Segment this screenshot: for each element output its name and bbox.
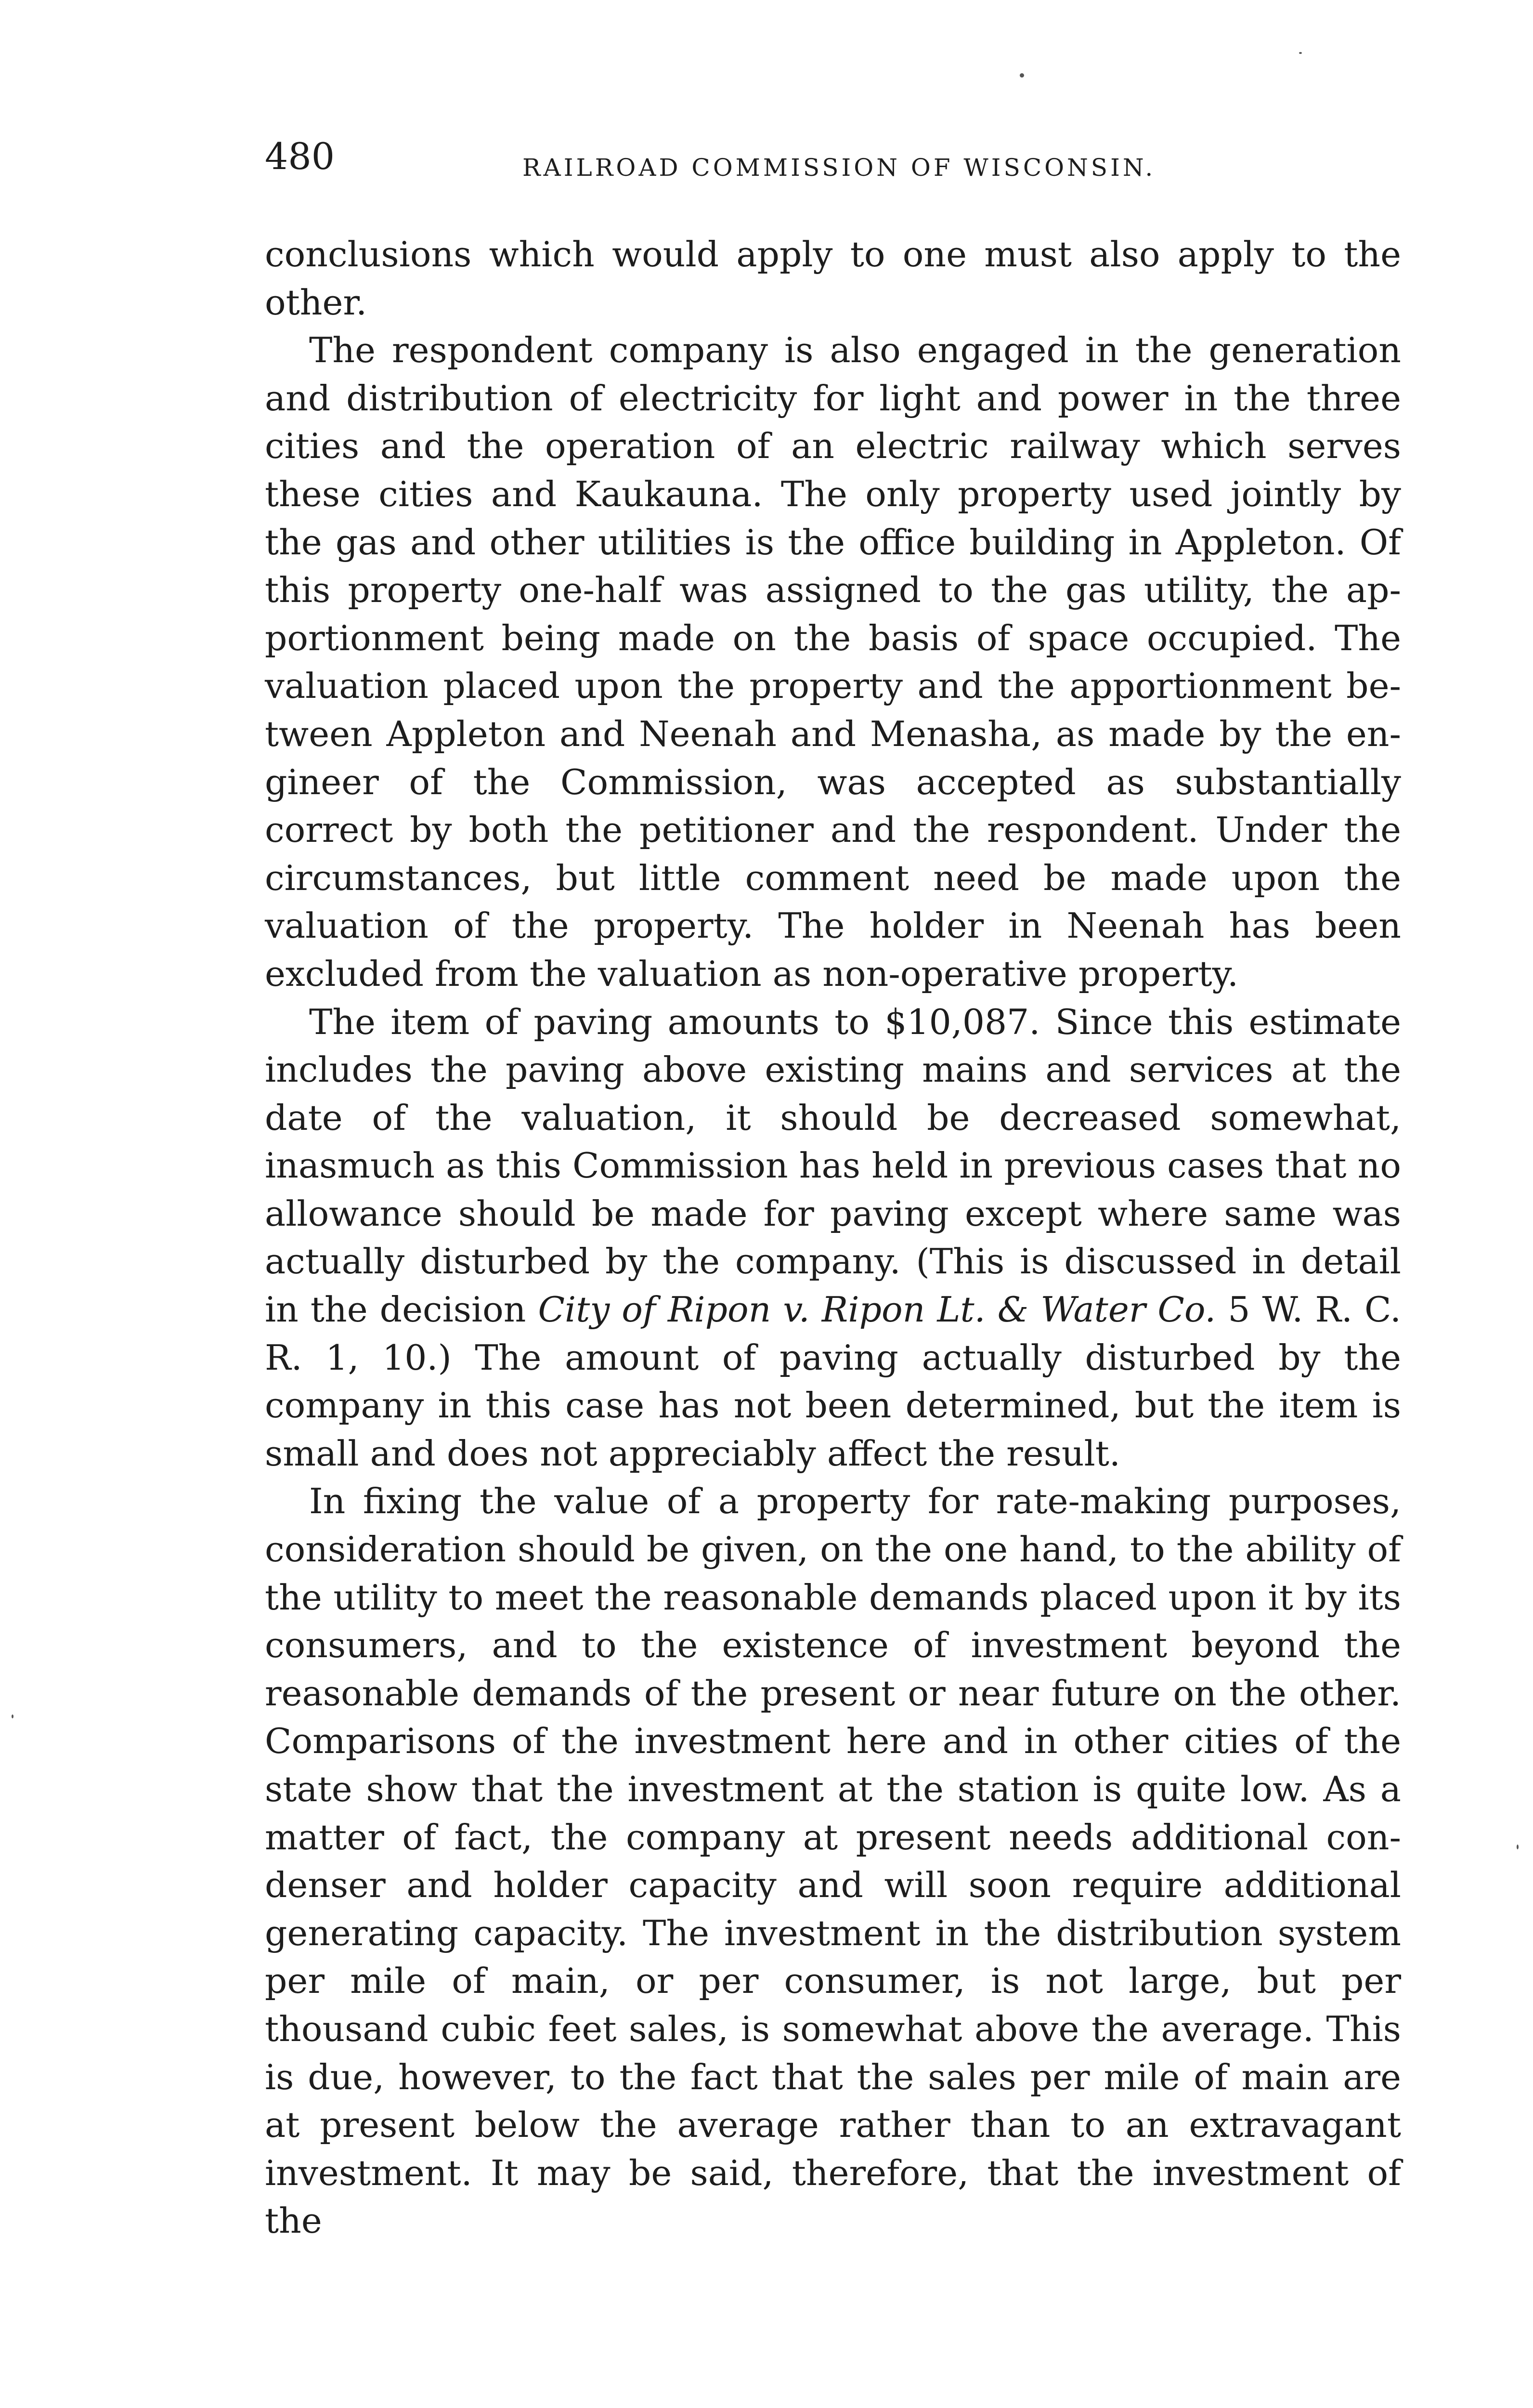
running-head: RAILROAD COMMISSION OF WISCONSIN. xyxy=(522,154,1156,182)
page-header xyxy=(265,135,1454,188)
paragraph-4: In fixing the value of a property for rate-making purposes, consideration should be given, on the one hand, to the ability of the utility to meet the reasonable demands placed upon it by its consumers, and to the existence of investment beyond the reasonable demands of the present or near future on the other. Comparisons of the investment here and in other cities of the state show that the investment at the station is quite low. As a matter of fact, the company at present needs additional condenser and holder capacity and will soon require additional generating capacity. The investment in the distribution system per mile of main, or per consumer, is not large, but per thousand cubic feet sales, is somewhat above the average. This is due, however, to the fact that the sales per mile of main are at present below the average rather than to an extravagant investment. It may be said, therefore, that the investment of the xyxy=(265,1481,1401,2242)
paragraph-2: The respondent company is also engaged in the generation and distribution of electricity for light and power in the three cities and the operation of an electric railway which serves these cities and Kaukauna. The only property used jointly by the gas and other utilities is the office building in Appleton. Of this property one-half was assigned to the gas utility, the apportionment being made on the basis of space occupied. The valuation placed upon the property and the apportionment between Appleton and Neenah and Menasha, as made by the engineer of the Commission, was accepted as substantially correct by both the petitioner and the respondent. Under the circumstances, but little comment need be made upon the valuation of the property. The holder in Neenah has been excluded from the valuation as non-operative property. xyxy=(265,330,1401,995)
scan-speck xyxy=(1299,52,1302,54)
scan-speck xyxy=(1020,73,1024,78)
page-number: 480 xyxy=(265,135,335,178)
scan-speck xyxy=(1517,1845,1519,1849)
paragraph-3-text-before: The item of paving amounts to $10,087. Since this estimate includes the paving above existing mains and services at the date of the valuation, it should be decreased somewhat, inasmuch as this Commission has held in previous cases that no allowance should be made for paving except where same was actually disturbed by the company. (This is discussed in detail in the decision xyxy=(265,1002,1401,1331)
paragraph-1: conclusions which would apply to one must also apply to the other. xyxy=(265,235,1401,323)
body-text xyxy=(265,231,1401,2246)
paragraph-3-text-after: 5 W. R. C. R. 1, 10.) The amount of paving actually disturbed by the company in this case has not been determined, but the item is small and does not appreciably affect the result. xyxy=(265,1290,1401,1474)
scan-speck xyxy=(12,1714,13,1718)
paragraph-3 xyxy=(265,999,1401,1479)
case-citation: City of Ripon v. Ripon Lt. & Water Co. xyxy=(538,1290,1216,1331)
